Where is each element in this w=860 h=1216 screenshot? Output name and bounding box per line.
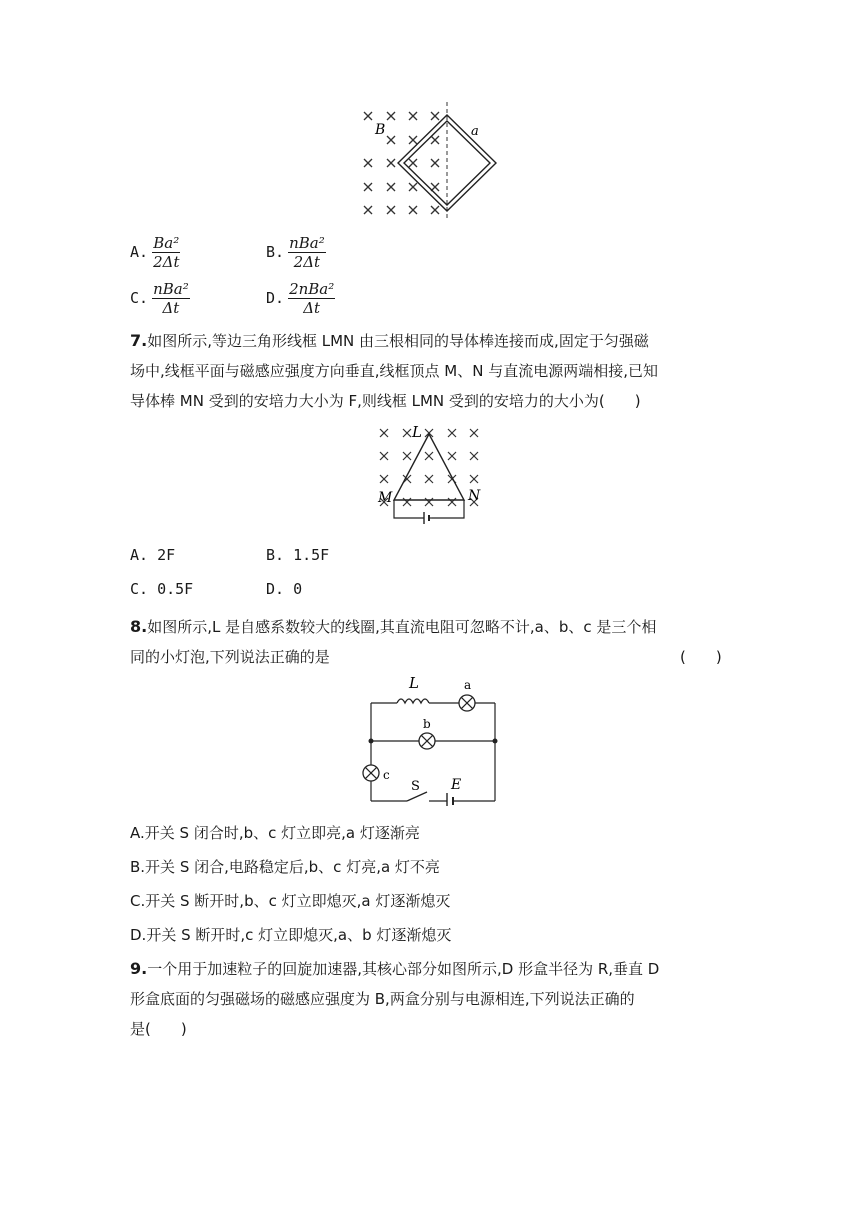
denominator: 2Δt bbox=[153, 253, 180, 271]
q6-option-d[interactable] bbox=[266, 280, 335, 317]
numerator: nBa² bbox=[289, 234, 325, 252]
junction-left bbox=[369, 739, 374, 744]
q7-option-a[interactable]: A. 2F bbox=[130, 546, 176, 564]
q7-option-d[interactable]: D. 0 bbox=[266, 580, 303, 598]
label-a: a bbox=[464, 678, 472, 692]
option-letter: A. bbox=[130, 243, 149, 261]
q9-line-1 bbox=[130, 954, 770, 984]
fraction bbox=[152, 280, 190, 317]
stem-text: 如图所示,等边三角形线框 LMN 由三根相同的导体棒连接而成,固定于匀强磁 bbox=[147, 332, 649, 350]
question-number: 7. bbox=[130, 331, 148, 350]
circuit-wires-right bbox=[432, 500, 464, 518]
q6-magnetic-field-figure bbox=[355, 100, 505, 222]
fraction bbox=[152, 234, 180, 271]
q8-line-2 bbox=[130, 642, 770, 672]
numerator: Ba² bbox=[153, 234, 180, 252]
label-b: b bbox=[423, 717, 431, 731]
q7-line-1 bbox=[130, 326, 770, 356]
question-number: 8. bbox=[130, 617, 148, 636]
option-letter: D. bbox=[266, 289, 285, 307]
label-a: a bbox=[471, 124, 479, 139]
numerator: nBa² bbox=[153, 280, 189, 298]
q8-line-1 bbox=[130, 612, 770, 642]
q8-option-d[interactable]: D.开关 S 断开时,c 灯立即熄灭,a、b 灯逐渐熄灭 bbox=[130, 926, 452, 944]
lamp-b bbox=[419, 733, 435, 749]
fraction bbox=[288, 234, 326, 271]
label-M: M bbox=[378, 490, 393, 506]
numerator: 2nBa² bbox=[289, 280, 335, 298]
q9-line-3: 是( ) bbox=[130, 1020, 187, 1038]
q7-stem bbox=[130, 326, 770, 416]
label-B: B bbox=[375, 122, 386, 138]
stem-text: 同的小灯泡,下列说法正确的是 bbox=[130, 648, 330, 666]
label-E: E bbox=[451, 777, 462, 793]
q8-stem bbox=[130, 612, 770, 672]
lamp-c bbox=[363, 765, 379, 781]
denominator: Δt bbox=[303, 299, 321, 317]
field-crosses bbox=[380, 429, 478, 506]
q8-circuit-figure bbox=[355, 670, 505, 806]
label-N: N bbox=[468, 488, 481, 504]
q7-line-3: 导体棒 MN 受到的安培力大小为 F,则线框 LMN 受到的安培力的大小为( ) bbox=[130, 392, 641, 410]
label-c: c bbox=[383, 768, 390, 782]
triangle-frame-lmn bbox=[394, 434, 464, 500]
q7-triangle-frame-figure bbox=[372, 422, 488, 534]
q8-option-b[interactable]: B.开关 S 闭合,电路稳定后,b、c 灯亮,a 灯不亮 bbox=[130, 858, 440, 876]
denominator: 2Δt bbox=[293, 253, 321, 271]
circuit-wires bbox=[394, 500, 424, 518]
stem-text: 一个用于加速粒子的回旋加速器,其核心部分如图所示,D 形盒半径为 R,垂直 D bbox=[147, 960, 660, 978]
answer-bracket: ( ) bbox=[680, 648, 722, 666]
junction-right bbox=[493, 739, 498, 744]
q6-option-c[interactable] bbox=[130, 280, 190, 317]
label-L: L bbox=[409, 674, 419, 692]
q6-option-b[interactable] bbox=[266, 234, 326, 271]
q6-option-a[interactable] bbox=[130, 234, 180, 271]
q7-option-b[interactable]: B. 1.5F bbox=[266, 546, 330, 564]
lamp-a bbox=[459, 695, 475, 711]
q9-line-2: 形盒底面的匀强磁场的磁感应强度为 B,两盒分别与电源相连,下列说法正确的 bbox=[130, 990, 635, 1008]
option-letter: C. bbox=[130, 289, 149, 307]
question-number: 9. bbox=[130, 959, 148, 978]
q7-line-2: 场中,线框平面与磁感应强度方向垂直,线框顶点 M、N 与直流电源两端相接,已知 bbox=[130, 362, 659, 380]
q8-option-a[interactable]: A.开关 S 闭合时,b、c 灯立即亮,a 灯逐渐亮 bbox=[130, 824, 420, 842]
fraction bbox=[288, 280, 335, 317]
inductor-coil-L bbox=[397, 699, 429, 703]
stem-text: 如图所示,L 是自感系数较大的线圈,其直流电阻可忽略不计,a、b、c 是三个相 bbox=[147, 618, 657, 636]
denominator: Δt bbox=[162, 299, 180, 317]
q8-option-c[interactable]: C.开关 S 断开时,b、c 灯立即熄灭,a 灯逐渐熄灭 bbox=[130, 892, 451, 910]
label-S: S bbox=[411, 779, 420, 794]
label-L: L bbox=[412, 423, 422, 441]
q7-option-c[interactable]: C. 0.5F bbox=[130, 580, 194, 598]
option-letter: B. bbox=[266, 243, 285, 261]
q9-stem bbox=[130, 954, 770, 1044]
